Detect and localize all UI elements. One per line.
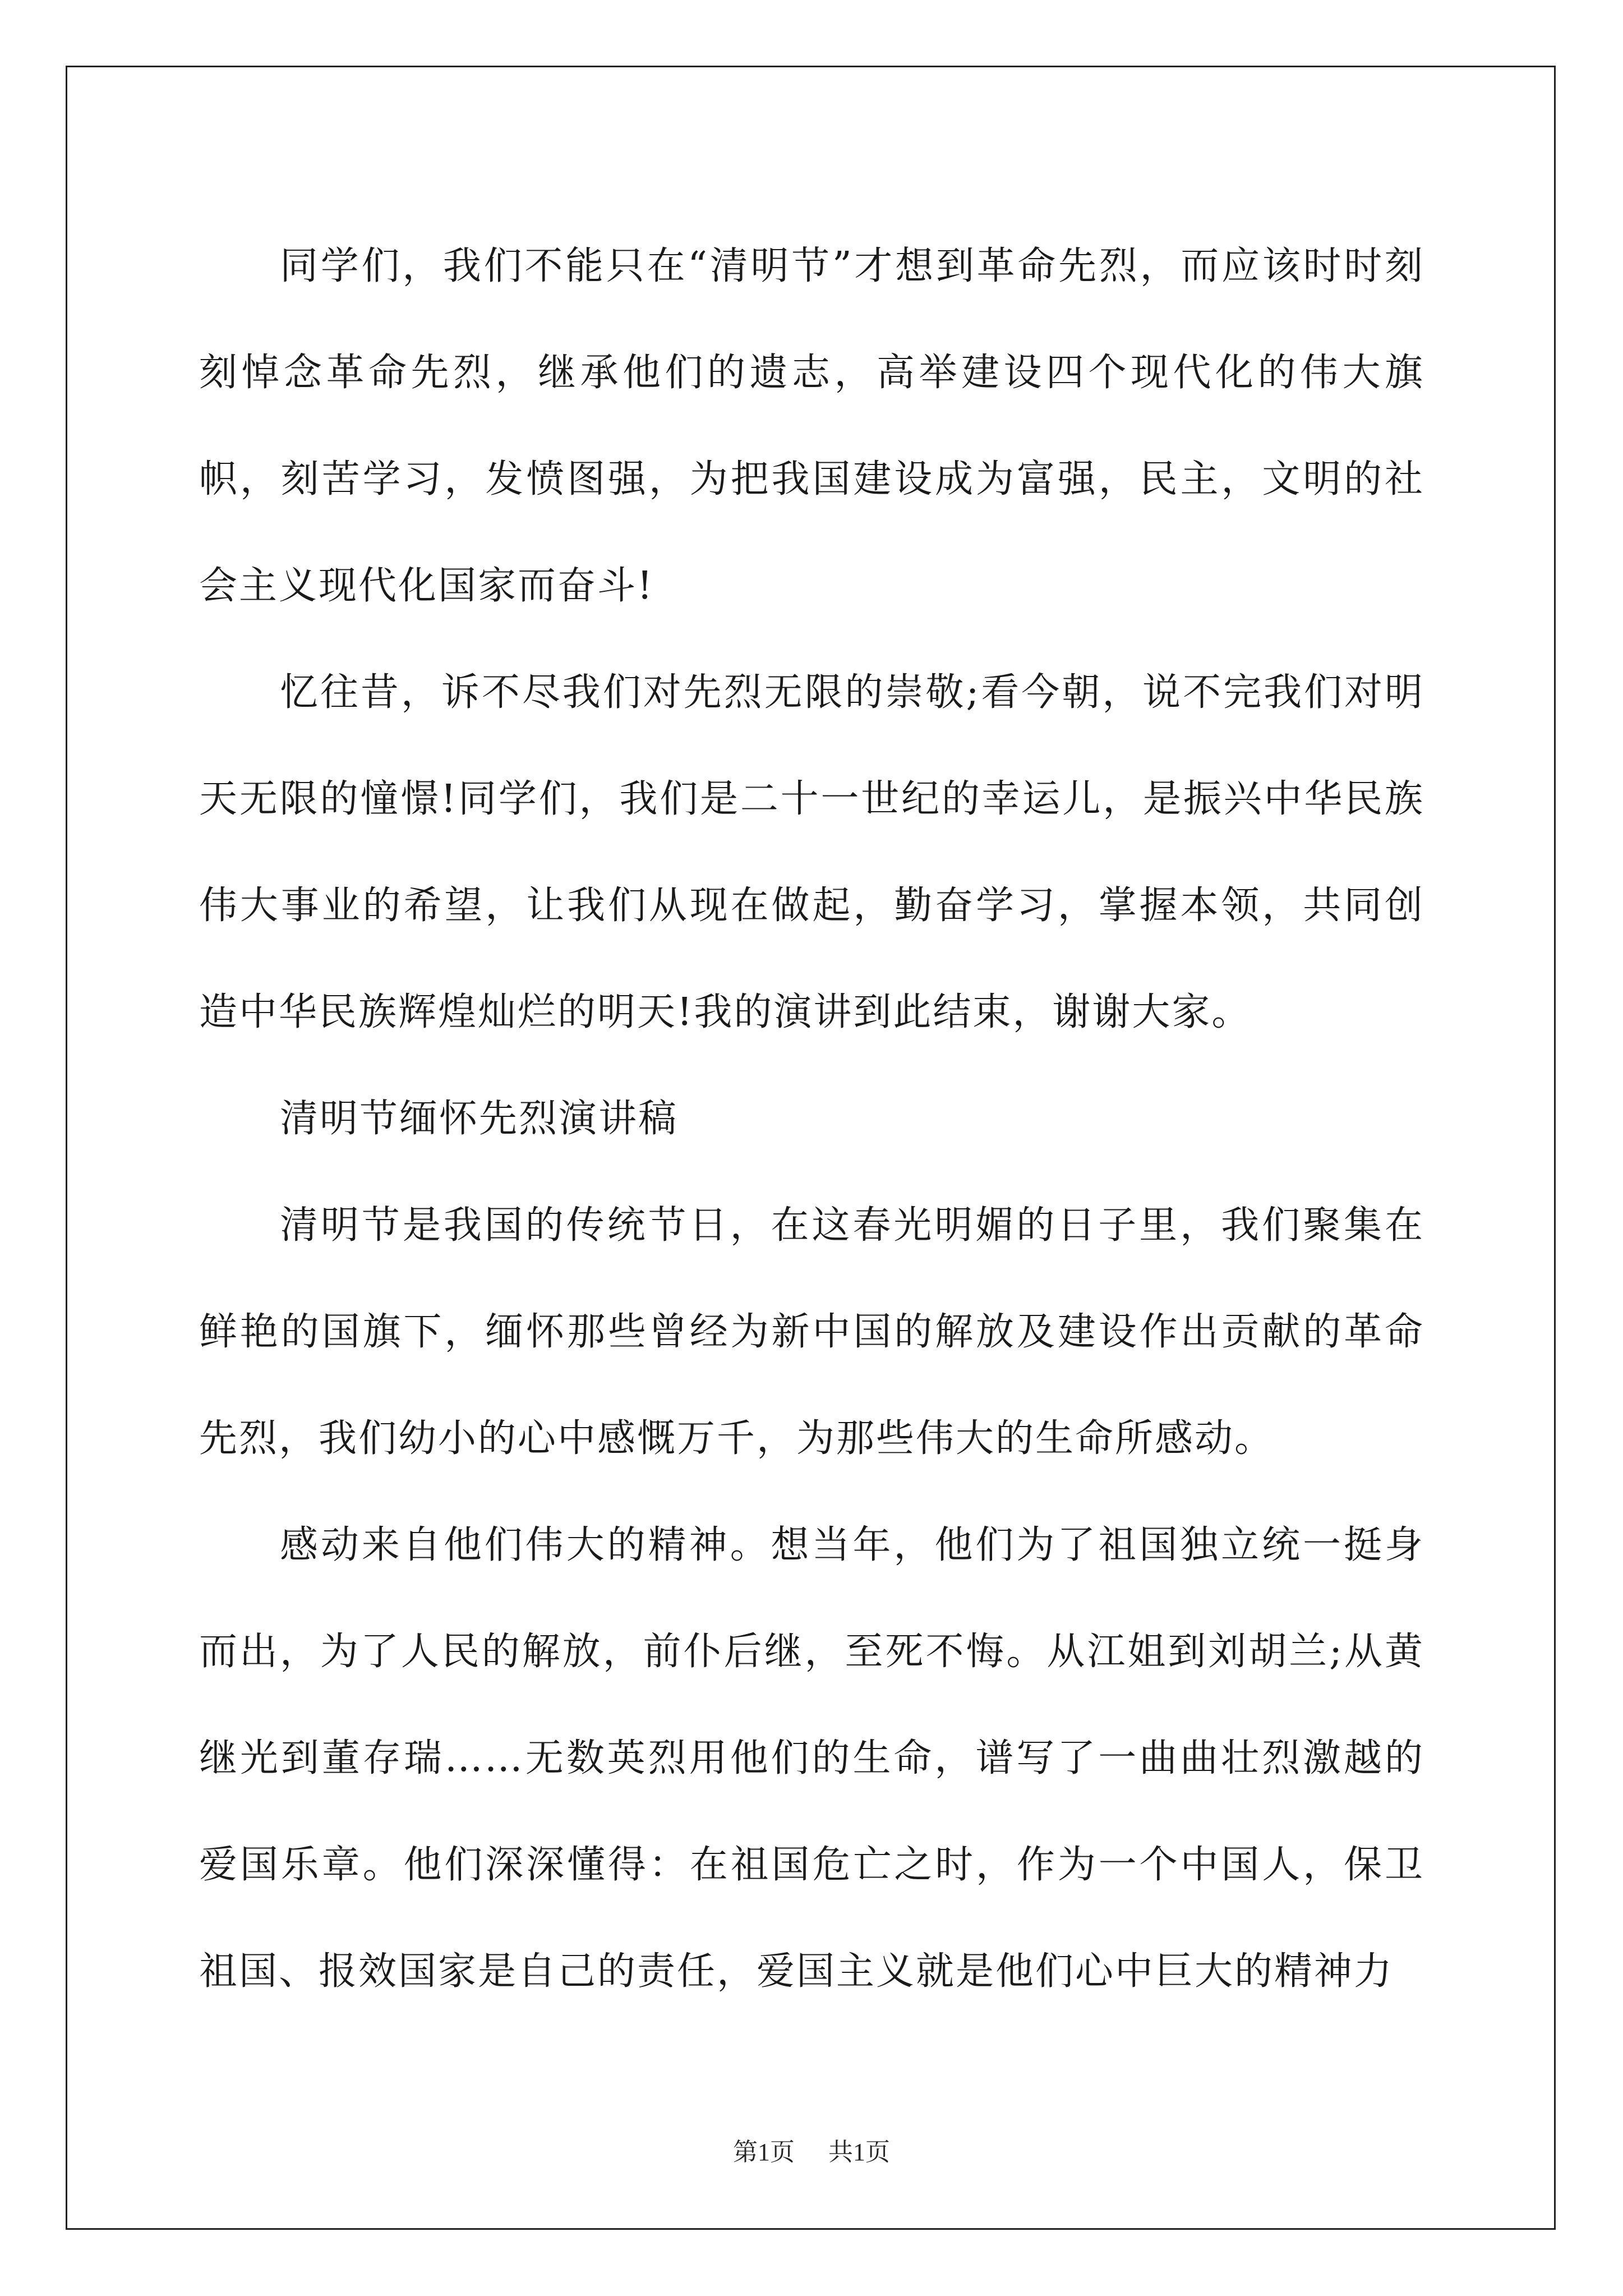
paragraph: 清明节是我国的传统节日，在这春光明媚的日子里，我们聚集在鲜艳的国旗下，缅怀那些曾经为新中国的解放及建设作出贡献的革命先烈，我们幼小的心中感慨万千，为那些伟大的生命所感动。 [199,1203,1424,1461]
page-footer [0,2132,1623,2168]
paragraph: 忆往昔，诉不尽我们对先烈无限的崇敬;看今朝，说不完我们对明天无限的憧憬!同学们，我们是二十一世纪的幸运儿，是振兴中华民族伟大事业的希望，让我们从现在做起，勤奋学习，掌握本领，共同创造中华民族辉煌灿烂的明天!我的演讲到此结束，谢谢大家。 [199,670,1424,1034]
document-body [199,213,1424,2031]
paragraph: 同学们，我们不能只在“清明节”才想到革命先烈，而应该时时刻刻悼念革命先烈，继承他们的遗志，高举建设四个现代化的伟大旗帜，刻苦学习，发愤图强，为把我国建设成为富强，民主，文明的社会主义现代化国家而奋斗! [199,244,1424,608]
paragraph: 感动来自他们伟大的精神。想当年，他们为了祖国独立统一挺身而出，为了人民的解放，前仆后继，至死不悔。从江姐到刘胡兰;从黄继光到董存瑞……无数英烈用他们的生命，谱写了一曲曲壮烈激越的爱国乐章。他们深深懂得：在祖国危亡之时，作为一个中国人，保卫祖国、报效国家是自己的责任，爱国主义就是他们心中巨大的精神力 [199,1523,1424,1994]
section-heading: 清明节缅怀先烈演讲稿 [280,1097,679,1141]
page-number-current: 第1页 [733,2138,795,2166]
page-number-total: 共1页 [828,2138,890,2166]
